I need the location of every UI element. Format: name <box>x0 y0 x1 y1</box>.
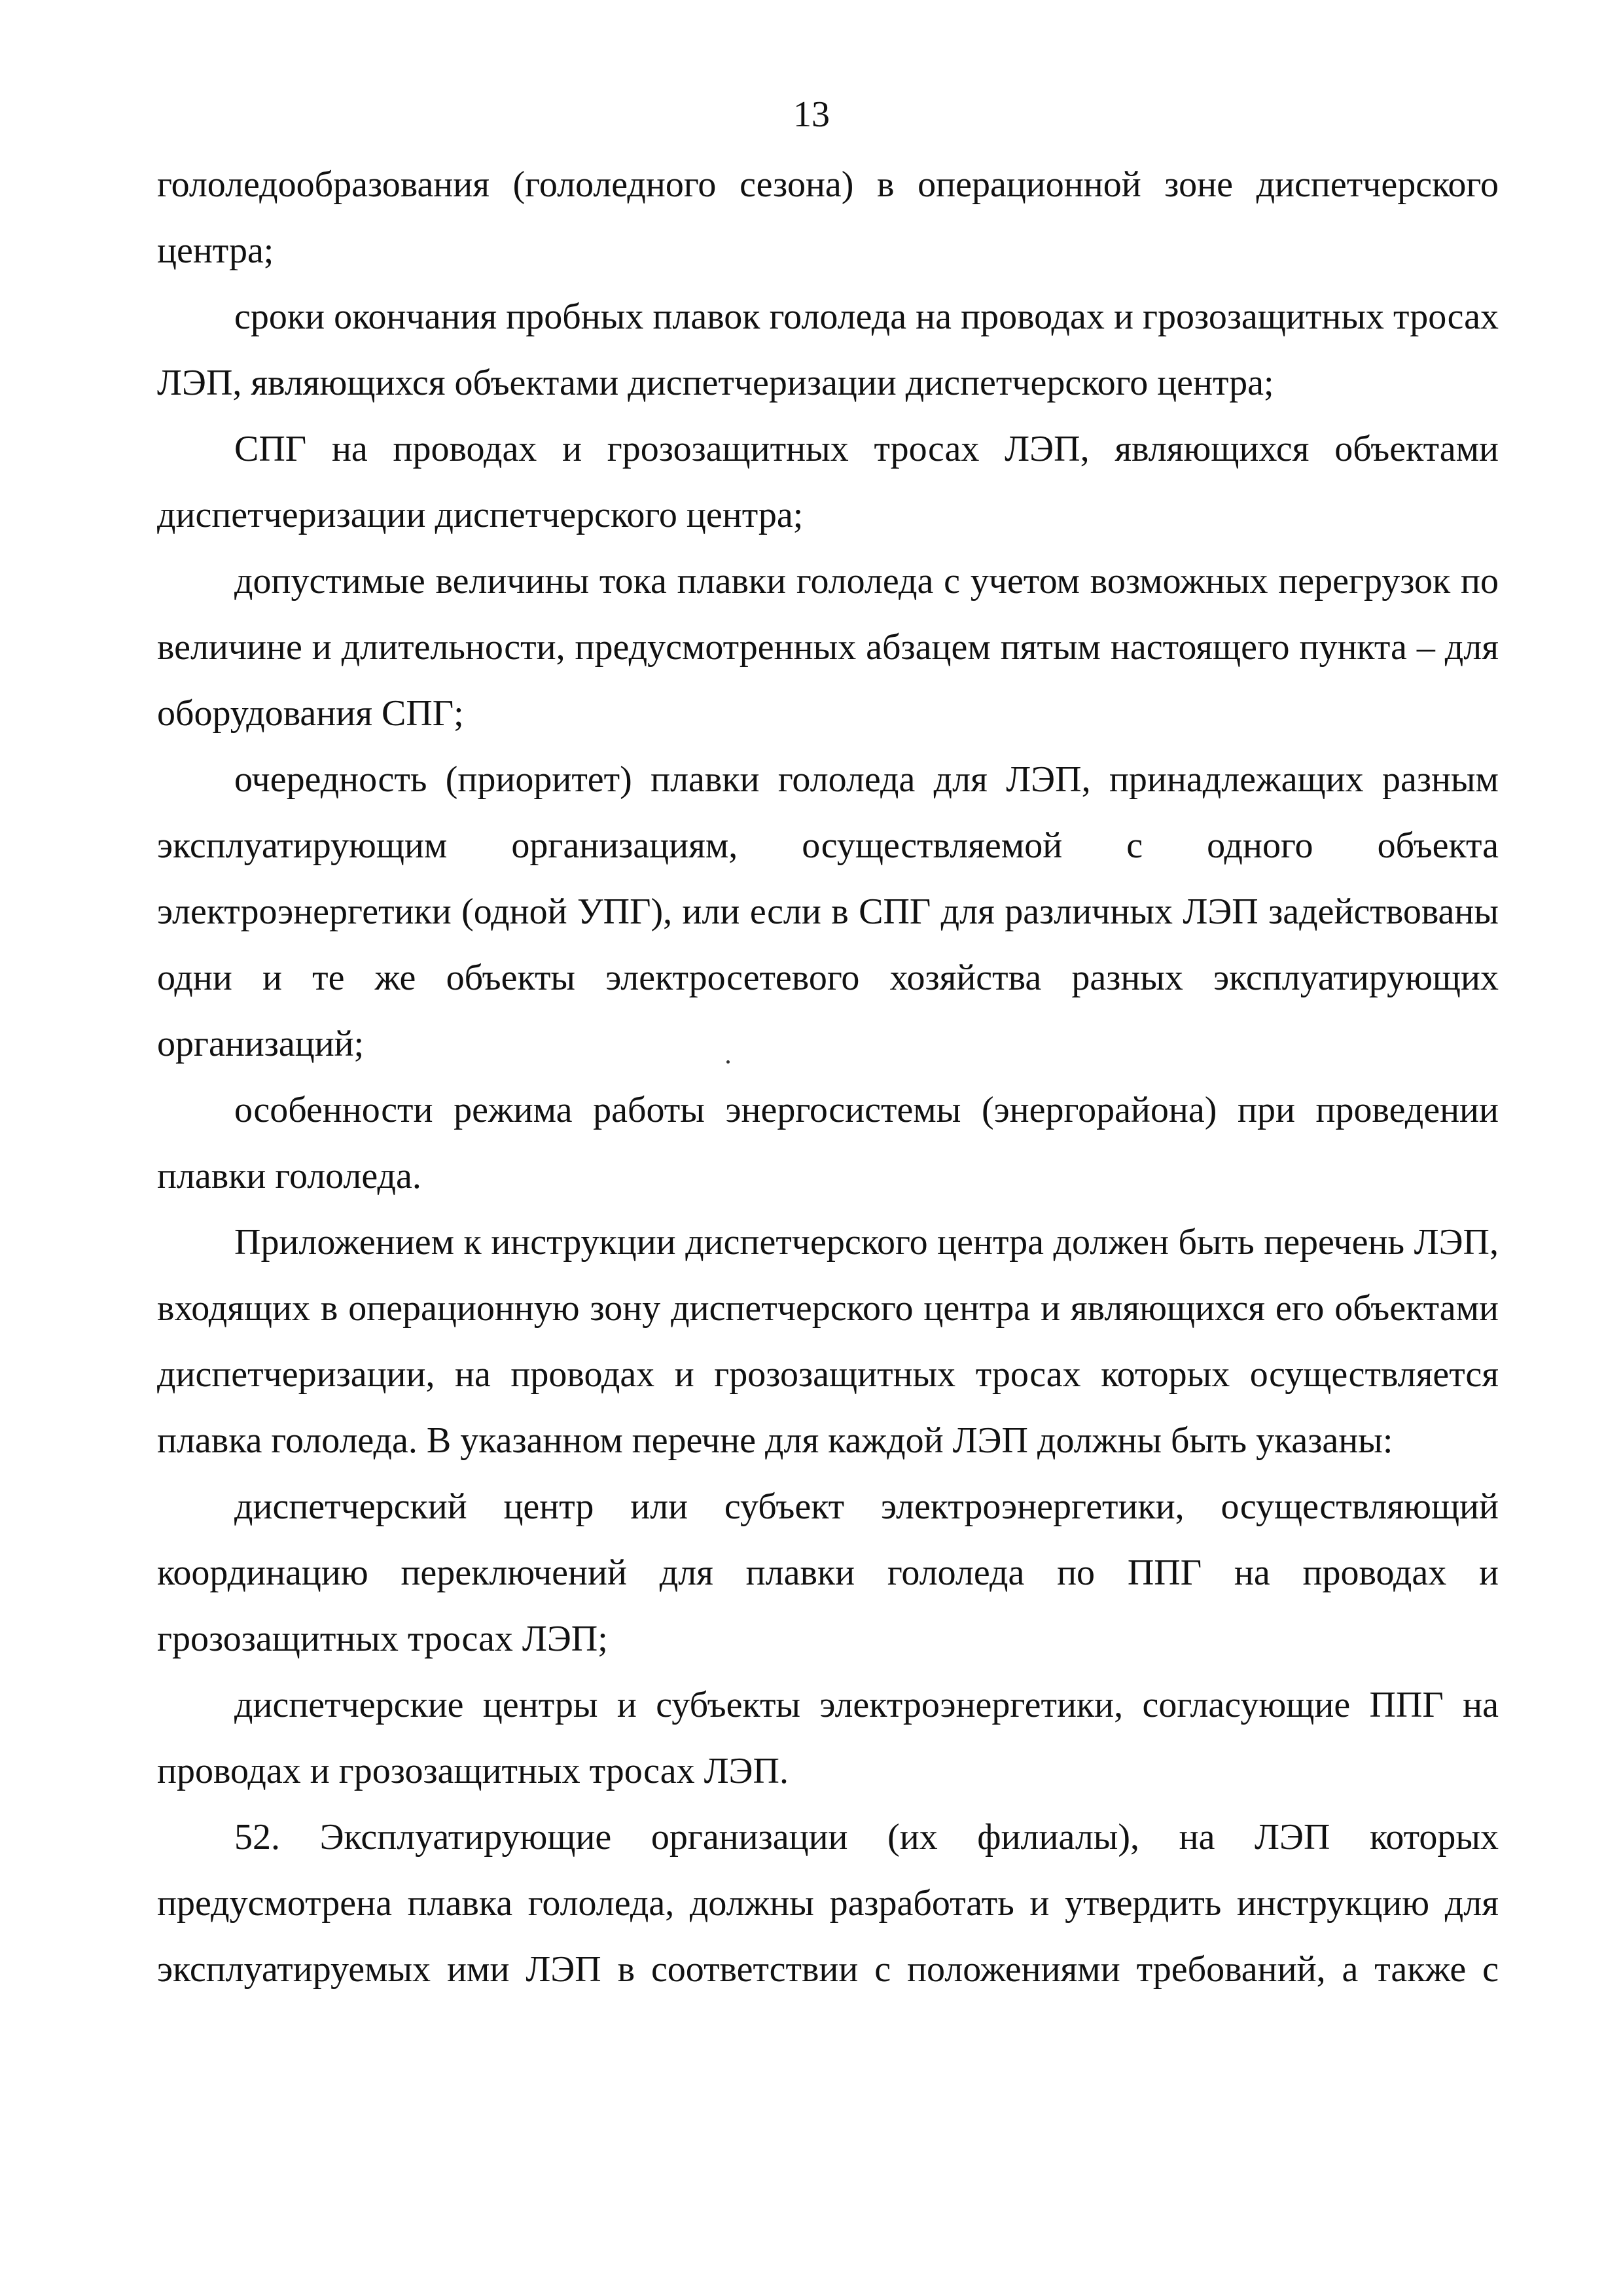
paragraph-6: особенности режима работы энергосистемы (энергорайона) при проведении плавки гололеда. <box>157 1090 1499 1196</box>
paragraph-3: СПГ на проводах и грозозащитных тросах ЛЭП, являющихся объектами диспетчеризации диспетчерского центра; <box>157 429 1499 535</box>
scan-speck <box>726 1060 730 1064</box>
paragraph-2: сроки окончания пробных плавок гололеда на проводах и грозозащитных тросах ЛЭП, являющихся объектами диспетчеризации диспетчерского центра; <box>157 296 1499 403</box>
paragraph-9: диспетчерские центры и субъекты электроэнергетики, согласующие ППГ на проводах и грозозащитных тросах ЛЭП. <box>157 1685 1499 1791</box>
paragraph-5: очередность (приоритет) плавки гололеда для ЛЭП, принадлежащих разным эксплуатирующим организациям, осуществляемой с одного объекта электроэнергетики (одной УПГ), или если в СПГ для различных ЛЭП задействованы одни и те же объекты электросетевого хозяйства разных эксплуатирующих организаций; <box>157 759 1499 1064</box>
paragraph-1: гололедообразования (гололедного сезона) в операционной зоне диспетчерского центра; <box>157 164 1499 271</box>
paragraph-7: Приложением к инструкции диспетчерского центра должен быть перечень ЛЭП, входящих в операционную зону диспетчерского центра и являющихся его объектами диспетчеризации, на проводах и грозозащитных тросах которых осуществляется плавка гололеда. В указанном перечне для каждой ЛЭП должны быть указаны: <box>157 1222 1499 1461</box>
paragraph-10: 52. Эксплуатирующие организации (их филиалы), на ЛЭП которых предусмотрена плавка гололеда, должны разработать и утвердить инструкцию для эксплуатируемых ими ЛЭП в соответствии с положениями требований, а также с <box>157 1817 1499 1990</box>
paragraph-8: диспетчерский центр или субъект электроэнергетики, осуществляющий координацию переключений для плавки гололеда по ППГ на проводах и грозозащитных тросах ЛЭП; <box>157 1486 1499 1659</box>
body-text <box>157 152 1499 2003</box>
paragraph-4: допустимые величины тока плавки гололеда с учетом возможных перегрузок по величине и длительности, предусмотренных абзацем пятым настоящего пункта – для оборудования СПГ; <box>157 561 1499 734</box>
page-number: 13 <box>793 94 830 135</box>
